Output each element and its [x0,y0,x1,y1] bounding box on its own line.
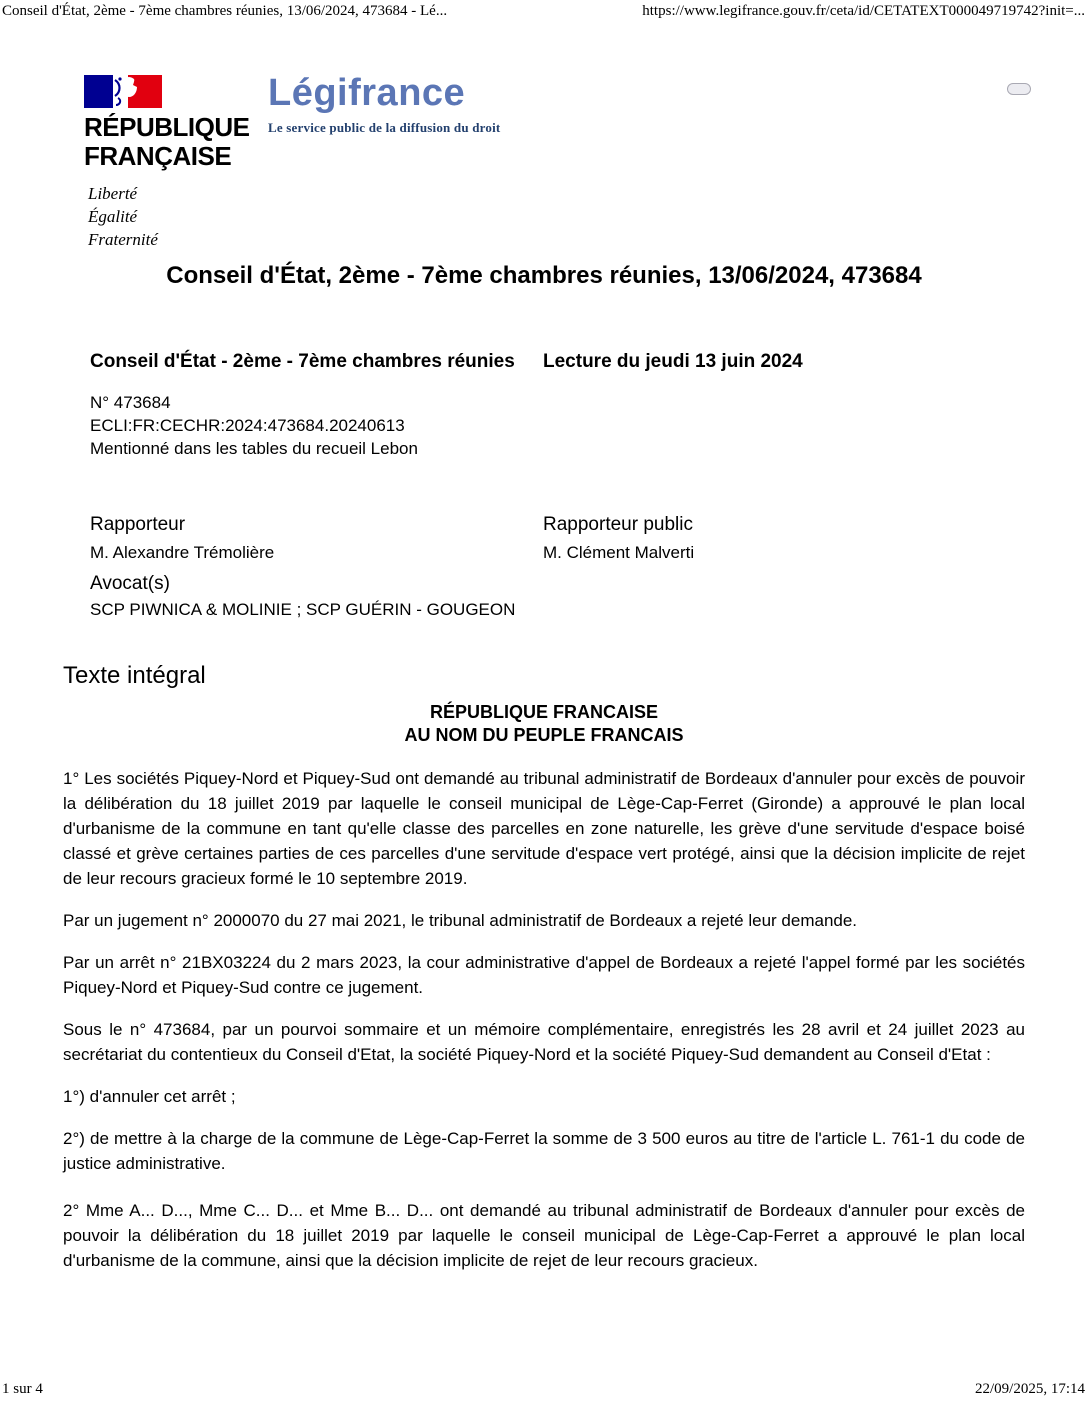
body-paragraph: 2°) de mettre à la charge de la commune de Lège-Cap-Ferret la somme de 3 500 euros au titre de l'article L. 761-1 du code de justice administrative. [63,1129,1025,1173]
print-header-title: Conseil d'État, 2ème - 7ème chambres réunies, 13/06/2024, 473684 - Lé... [2,3,448,19]
print-header-url: https://www.legifrance.gouv.fr/ceta/id/CETATEXT000049719742?init=... [642,3,1085,19]
republique-heading-line1: RÉPUBLIQUE FRANCAISE [429,702,658,722]
ecli: ECLI:FR:CECHR:2024:473684.20240613 [90,416,405,435]
body-paragraph: 1°) d'annuler cet arrêt ; [63,1087,236,1106]
motto-fraternite: Fraternité [88,230,158,249]
motto [84,182,284,251]
body-paragraph: Par un arrêt n° 21BX03224 du 2 mars 2023, la cour administrative d'appel de Bordeaux a rejeté l'appel formé par les sociétés Piquey-Nord et Piquey-Sud contre ce jugement. [63,953,1025,997]
decision-title: Conseil d'État, 2ème - 7ème chambres réunies, 13/06/2024, 473684 [166,262,922,289]
french-flag-marianne-icon [84,75,162,108]
avocats-cell [90,572,1026,621]
motto-liberte: Liberté [88,184,138,203]
rapporteur-name: M. Alexandre Trémolière [90,543,275,562]
legifrance-wordmark: Légifrance [268,72,466,114]
rapporteur-public-label: Rapporteur public [543,514,693,535]
collapsed-widget-pill-button[interactable] [1007,83,1031,95]
publication-status: Mentionné dans les tables du recueil Lebon [90,439,418,458]
body-paragraph: Par un jugement n° 2000070 du 27 mai 2021, le tribunal administratif de Bordeaux a rejeté leur demande. [63,911,858,930]
print-footer [2,1381,1085,1398]
print-footer-datetime: 22/09/2025, 17:14 [974,1381,1085,1397]
motto-egalite: Égalité [88,207,138,226]
republique-line1: RÉPUBLIQUE [84,112,250,142]
rapporteur-label: Rapporteur [90,514,186,535]
print-header [2,3,1085,20]
republique-heading-line2: AU NOM DU PEUPLE FRANCAIS [404,725,684,745]
legifrance-logo[interactable] [268,72,500,136]
print-footer-page: 1 sur 4 [2,1381,43,1397]
identifier-lines [90,391,1026,460]
republique-francaise-logo [84,75,284,251]
people-grid [90,513,1026,564]
reading-date: Lecture du jeudi 13 juin 2024 [543,351,803,372]
section-title-texte-integral: Texte intégral [63,662,206,689]
decision-metadata [90,348,1026,621]
avocats-label: Avocat(s) [90,573,170,594]
body-paragraph: 1° Les sociétés Piquey-Nord et Piquey-Sud ont demandé au tribunal administratif de Bordeaux d'annuler pour excès de pouvoir la délibération du 18 juillet 2019 par laquelle le conseil municipal de Lège-Cap-Ferret (Gironde) a approuvé le plan local d'urbanisme de la commune en tant qu'elle classe des parcelles en zone naturelle, les grève d'une servitude d'espace boisé classé et grève certaines parties de ces parcelles d'une servitude d'espace vert protégé, ainsi que la décision implicite de rejet de leur recours gracieux formé le 10 septembre 2019. [63,769,1025,888]
rapporteur-public-name: M. Clément Malverti [543,543,695,562]
republique-heading [0,701,1088,747]
paragraphs [63,766,1025,1290]
republique-wordmark [84,113,284,171]
body-paragraph: Sous le n° 473684, par un pourvoi sommaire et un mémoire complémentaire, enregistrés les 28 avril et 24 juillet 2023 au secrétariat du contentieux du Conseil d'Etat, la société Piquey-Nord et la société Piquey-Sud demandent au Conseil d'Etat : [63,1020,1025,1064]
body-paragraph: 2° Mme A... D..., Mme C... D... et Mme B... D... ont demandé au tribunal administratif de Bordeaux d'annuler pour excès de pouvoir la délibération du 18 juillet 2019 par laquelle le conseil municipal de Lège-Cap-Ferret a approuvé le plan local d'urbanisme de la commune, ainsi que la décision implicite de rejet de leur recours gracieux. [63,1201,1025,1270]
jurisdiction: Conseil d'État - 2ème - 7ème chambres réunies [90,351,515,372]
case-number: N° 473684 [90,393,171,412]
rapporteur-cell [90,513,543,564]
legifrance-tagline: Le service public de la diffusion du droit [268,120,501,135]
avocats-value: SCP PIWNICA & MOLINIE ; SCP GUÉRIN - GOUGEON [90,600,516,619]
rapporteur-public-cell [543,513,1026,564]
republique-line2: FRANÇAISE [84,141,232,171]
